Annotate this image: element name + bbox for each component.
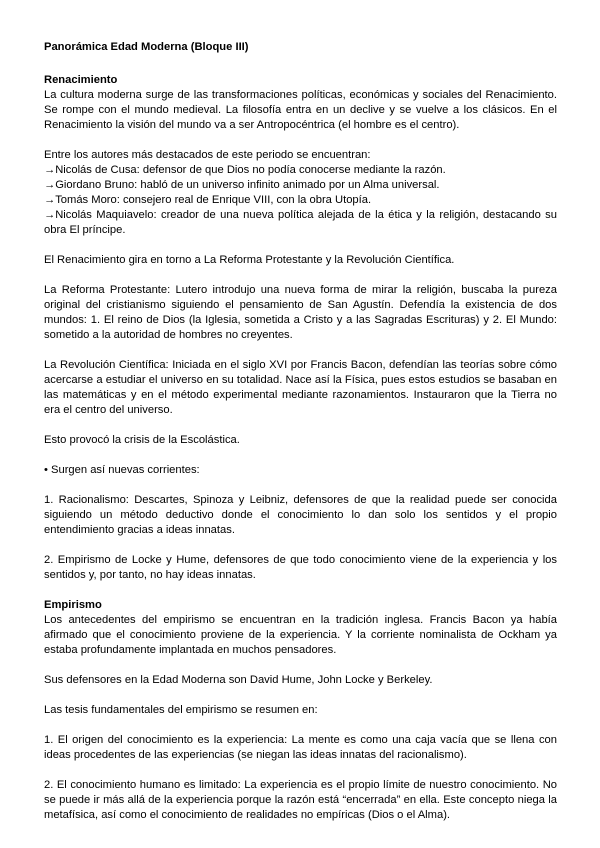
paragraph-defensores: Sus defensores en la Edad Moderna son David Hume, John Locke y Berkeley. (44, 674, 433, 686)
heading-renacimiento: Renacimiento (44, 74, 118, 86)
list-item: →Giordano Bruno: habló de un universo infinito animado por un Alma universal. (44, 179, 440, 191)
paragraph-revolucion: La Revolución Científica: Iniciada en el siglo XVI por Francis Bacon, defendían las teorías sobre cómo acercarse a estudiar el universo en su totalidad. Nace así la Física, pues estos estudios se basaban en las matemáticas y en el método experimental mediante razonamientos. Instauraron que la Tierra no era el centro del universo. (44, 359, 557, 416)
paragraph-corrientes: • Surgen así nuevas corrientes: (44, 464, 200, 476)
list-item: →Nicolás de Cusa: defensor de que Dios no podía conocerse mediante la razón. (44, 164, 446, 176)
paragraph-racionalismo: 1. Racionalismo: Descartes, Spinoza y Leibniz, defensores de que la realidad puede ser conocida siguiendo un método deductivo donde el conocimiento lo dan solo los sentidos y el propio entendimiento gracias a ideas innatas. (44, 494, 557, 536)
paragraph-empirismo-item: 2. Empirismo de Locke y Hume, defensores de que todo conocimiento viene de la experiencia y los sentidos y, por tanto, no hay ideas innatas. (44, 554, 557, 581)
heading-empirismo: Empirismo (44, 599, 102, 611)
paragraph-renacimiento-intro: La cultura moderna surge de las transformaciones políticas, económicas y sociales del Renacimiento. Se rompe con el mundo medieval. La filosofía entra en un declive y se vuelve a los clásicos. En el Renacimiento la visión del mundo va a ser Antropocéntrica (el hombre es el centro). (44, 89, 557, 131)
authors-intro: Entre los autores más destacados de este periodo se encuentran: (44, 149, 371, 161)
list-item: →Nicolás Maquiavelo: creador de una nueva política alejada de la ética y la religión, destacando su obra El príncipe. (44, 209, 557, 236)
section-empirismo (44, 598, 557, 823)
list-item: →Tomás Moro: consejero real de Enrique VIII, con la obra Utopía. (44, 194, 372, 206)
paragraph-tesis-1: 1. El origen del conocimiento es la experiencia: La mente es como una caja vacía que se llena con ideas procedentes de las experiencias (se niegan las ideas innatas del racionalismo). (44, 734, 557, 761)
paragraph-antecedentes: Los antecedentes del empirismo se encuentran en la tradición inglesa. Francis Bacon ya había afirmado que el conocimiento proviene de la experiencia. Y la corriente nominalista de Ockham ya estaba profundamente implantada en muchos pensadores. (44, 614, 557, 656)
section-renacimiento (44, 73, 557, 583)
paragraph-tesis-2: 2. El conocimiento humano es limitado: La experiencia es el propio límite de nuestro conocimiento. No se puede ir más allá de la experiencia porque la razón está “encerrada” en ella. Este concepto niega la metafísica, así como el conocimiento de realidades no empíricas (Dios o el Alma). (44, 779, 557, 821)
authors-list (44, 163, 557, 238)
paragraph-reforma: La Reforma Protestante: Lutero introdujo una nueva forma de mirar la religión, buscaba la pureza original del cristianismo siguiendo el pensamiento de San Agustín. Defendía la existencia de dos mundos: 1. El reino de Dios (la Iglesia, sometida a Cristo y a las Sagradas Escrituras) y 2. El Mundo: sometido a la autoridad de hombres no creyentes. (44, 284, 557, 341)
document-body (44, 40, 557, 823)
paragraph-crisis: Esto provocó la crisis de la Escolástica. (44, 434, 240, 446)
paragraph-gira: El Renacimiento gira en torno a La Reforma Protestante y la Revolución Científica. (44, 254, 455, 266)
document-title: Panorámica Edad Moderna (Bloque III) (44, 41, 249, 53)
paragraph-tesis-intro: Las tesis fundamentales del empirismo se resumen en: (44, 704, 318, 716)
